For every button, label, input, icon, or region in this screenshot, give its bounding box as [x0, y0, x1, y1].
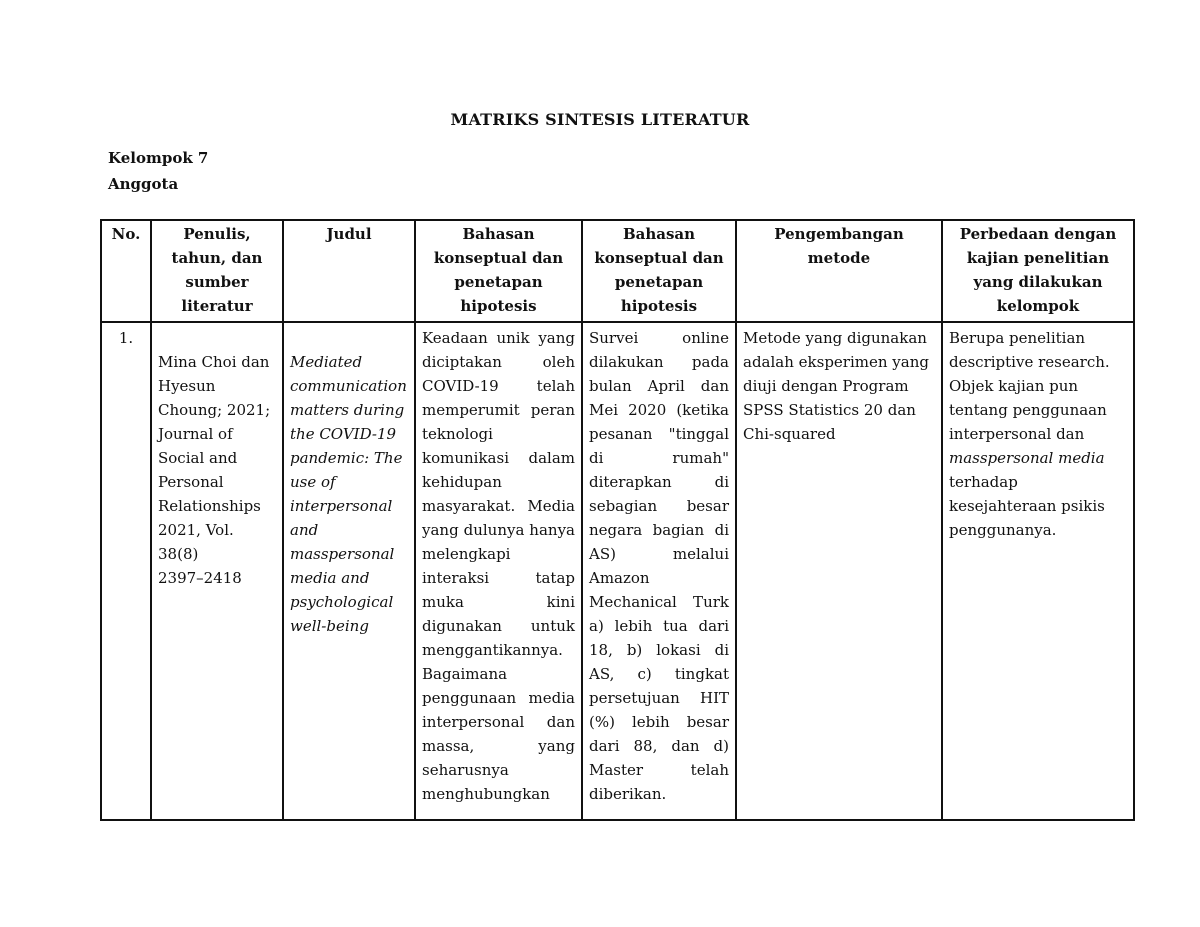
- difference-text-2: terhadap kesejahteraan psikis penggunanya.: [949, 473, 1105, 539]
- cell-source: [151, 322, 283, 820]
- difference-text-italic: masspersonal media: [949, 449, 1105, 467]
- cell-method: Metode yang digunakan adalah eksperimen yang diuji dengan Program SPSS Statistics 20 dan Chi-squared: [736, 322, 942, 820]
- article-title: Mediated communication matters during the COVID-19 pandemic: The use of interpersonal and masspersonal media and psychological well-being: [290, 353, 407, 635]
- cell-concept-1: Keadaan unik yang diciptakan oleh COVID-19 telah memperumit peran teknologi komunikasi dalam kehidupan masyarakat. Media yang dulunya hanya melengkapi interaksi tatap muka kini digunakan untuk menggantikannya. Bagaimana penggunaan media interpersonal dan massa, yang seharusnya menghubungkan: [415, 322, 582, 820]
- header-author: Penulis, tahun, dan sumber literatur: [151, 220, 283, 322]
- header-title: Judul: [283, 220, 415, 322]
- cell-difference: [942, 322, 1134, 820]
- header-concept-2: Bahasan konseptual dan penetapan hipotesis: [582, 220, 736, 322]
- header-no: No.: [101, 220, 151, 322]
- source-pages: 2397–2418: [158, 569, 242, 587]
- table-header-row: [101, 220, 1134, 322]
- cell-no: 1.: [101, 322, 151, 820]
- document-title: MATRIKS SINTESIS LITERATUR: [450, 110, 750, 129]
- table-row: [101, 322, 1134, 820]
- cell-title: [283, 322, 415, 820]
- members-label: Anggota: [108, 175, 179, 193]
- synthesis-matrix-table: [100, 219, 1135, 821]
- group-label: Kelompok 7: [108, 149, 209, 167]
- header-method: Pengembangan metode: [736, 220, 942, 322]
- header-concept-1: Bahasan konseptual dan penetapan hipotesis: [415, 220, 582, 322]
- cell-concept-2: Survei online dilakukan pada bulan April dan Mei 2020 (ketika pesanan "tinggal di rumah" diterapkan di sebagian besar negara bagian di AS) melalui Amazon Mechanical Turk a) lebih tua dari 18, b) lokasi di AS, c) tingkat persetujuan HIT (%) lebih besar dari 88, dan d) Master telah diberikan.: [582, 322, 736, 820]
- source-citation: Mina Choi dan Hyesun Choung; 2021; Journal of Social and Personal Relationships 2021, Vol. 38(8): [158, 353, 271, 563]
- difference-text-1: Berupa penelitian descriptive research. Objek kajian pun tentang penggunaan interpersonal dan: [949, 329, 1110, 443]
- header-difference: Perbedaan dengan kajian penelitian yang dilakukan kelompok: [942, 220, 1134, 322]
